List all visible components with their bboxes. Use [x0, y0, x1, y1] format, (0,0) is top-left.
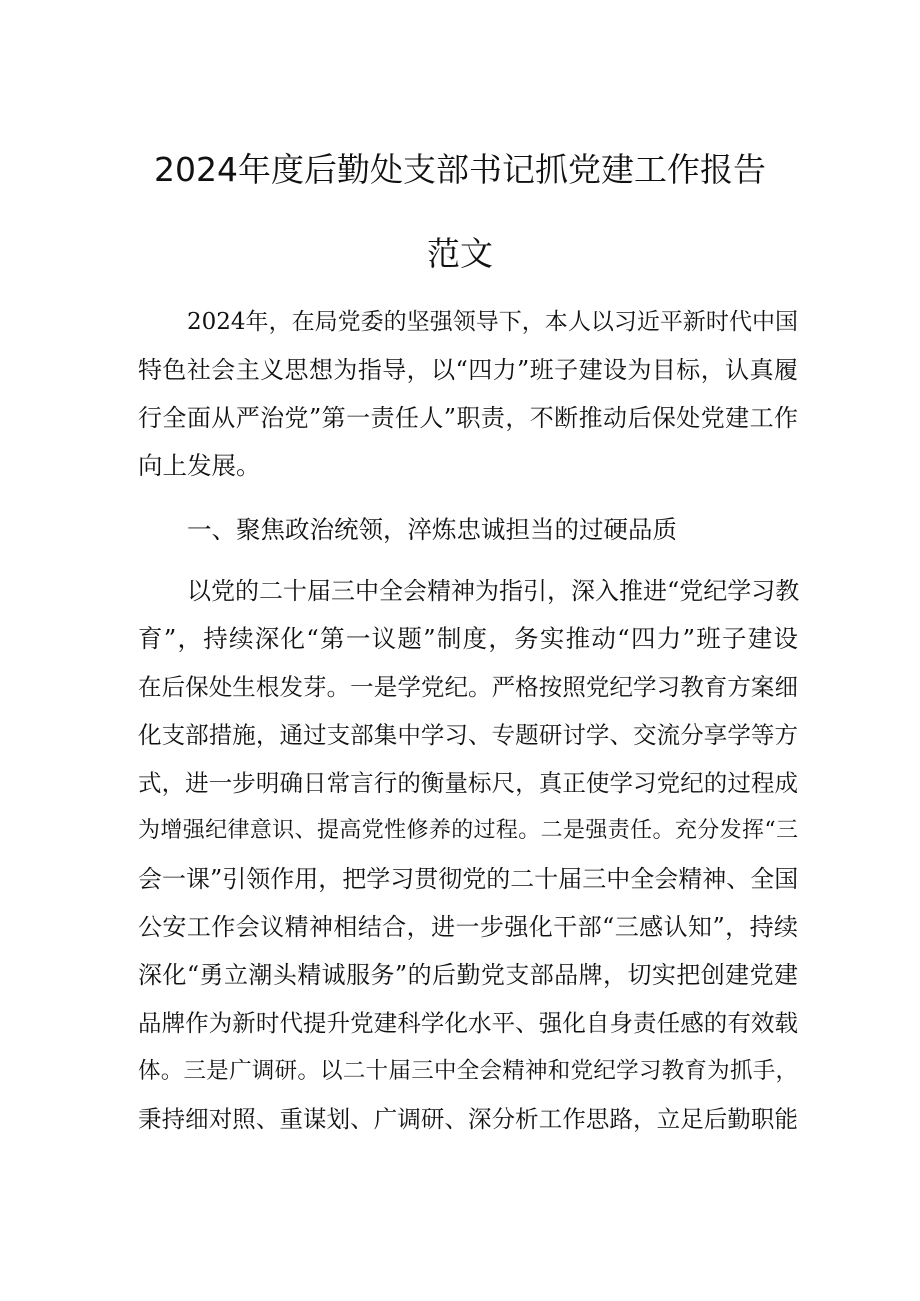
document-title-line-1: 2024年度后勤处支部书记抓党建工作报告	[154, 150, 766, 189]
paragraph-1-line-3: 行全面从严治党”第一责任人”职责，不断推动后保处党建工作	[138, 404, 798, 432]
paragraph-1-line-2: 特色社会主义思想为指导，以“四力”班子建设为目标，认真履	[138, 356, 798, 384]
paragraph-2-line-8: 公安工作会议精神相结合，进一步强化干部“三感认知”，持续	[138, 913, 798, 941]
paragraph-2-line-11: 体。三是广调研。以二十届三中全会精神和党纪学习教育为抓手，	[138, 1058, 798, 1084]
document-title-line-2: 范文	[427, 234, 493, 273]
paragraph-2-line-9: 深化“勇立潮头精诚服务”的后勤党支部品牌，切实把创建党建	[138, 961, 798, 989]
paragraph-2-line-10: 品牌作为新时代提升党建科学化水平、强化自身责任感的有效载	[138, 1009, 798, 1037]
paragraph-2-line-7: 会一课”引领作用，把学习贯彻党的二十届三中全会精神、全国	[138, 865, 799, 893]
paragraph-1-line-4: 向上发展。	[138, 451, 261, 480]
paragraph-2-line-4: 化支部措施，通过支部集中学习、专题研讨学、交流分享学等方	[138, 721, 798, 749]
paragraph-2-line-1: 以党的二十届三中全会精神为指引，深入推进“党纪学习教	[187, 577, 800, 605]
paragraph-1-line-1: 2024年，在局党委的坚强领导下，本人以习近平新时代中国	[187, 309, 798, 335]
paragraph-2-line-5: 式，进一步明确日常言行的衡量标尺，真正使学习党纪的过程成	[138, 769, 798, 797]
paragraph-2-line-2: 育”，持续深化“第一议题”制度，务实推动“四力”班子建设	[138, 624, 798, 653]
paragraph-2-line-3: 在后保处生根发芽。一是学党纪。严格按照党纪学习教育方案细	[138, 673, 798, 701]
paragraph-2-line-12: 秉持细对照、重谋划、广调研、深分析工作思路，立足后勤职能	[138, 1105, 798, 1133]
section-heading-1: 一、聚焦政治统领，淬炼忠诚担当的过硬品质	[187, 515, 677, 544]
paragraph-2-line-6: 为增强纪律意识、提高党性修养的过程。二是强责任。充分发挥“三	[138, 818, 798, 843]
